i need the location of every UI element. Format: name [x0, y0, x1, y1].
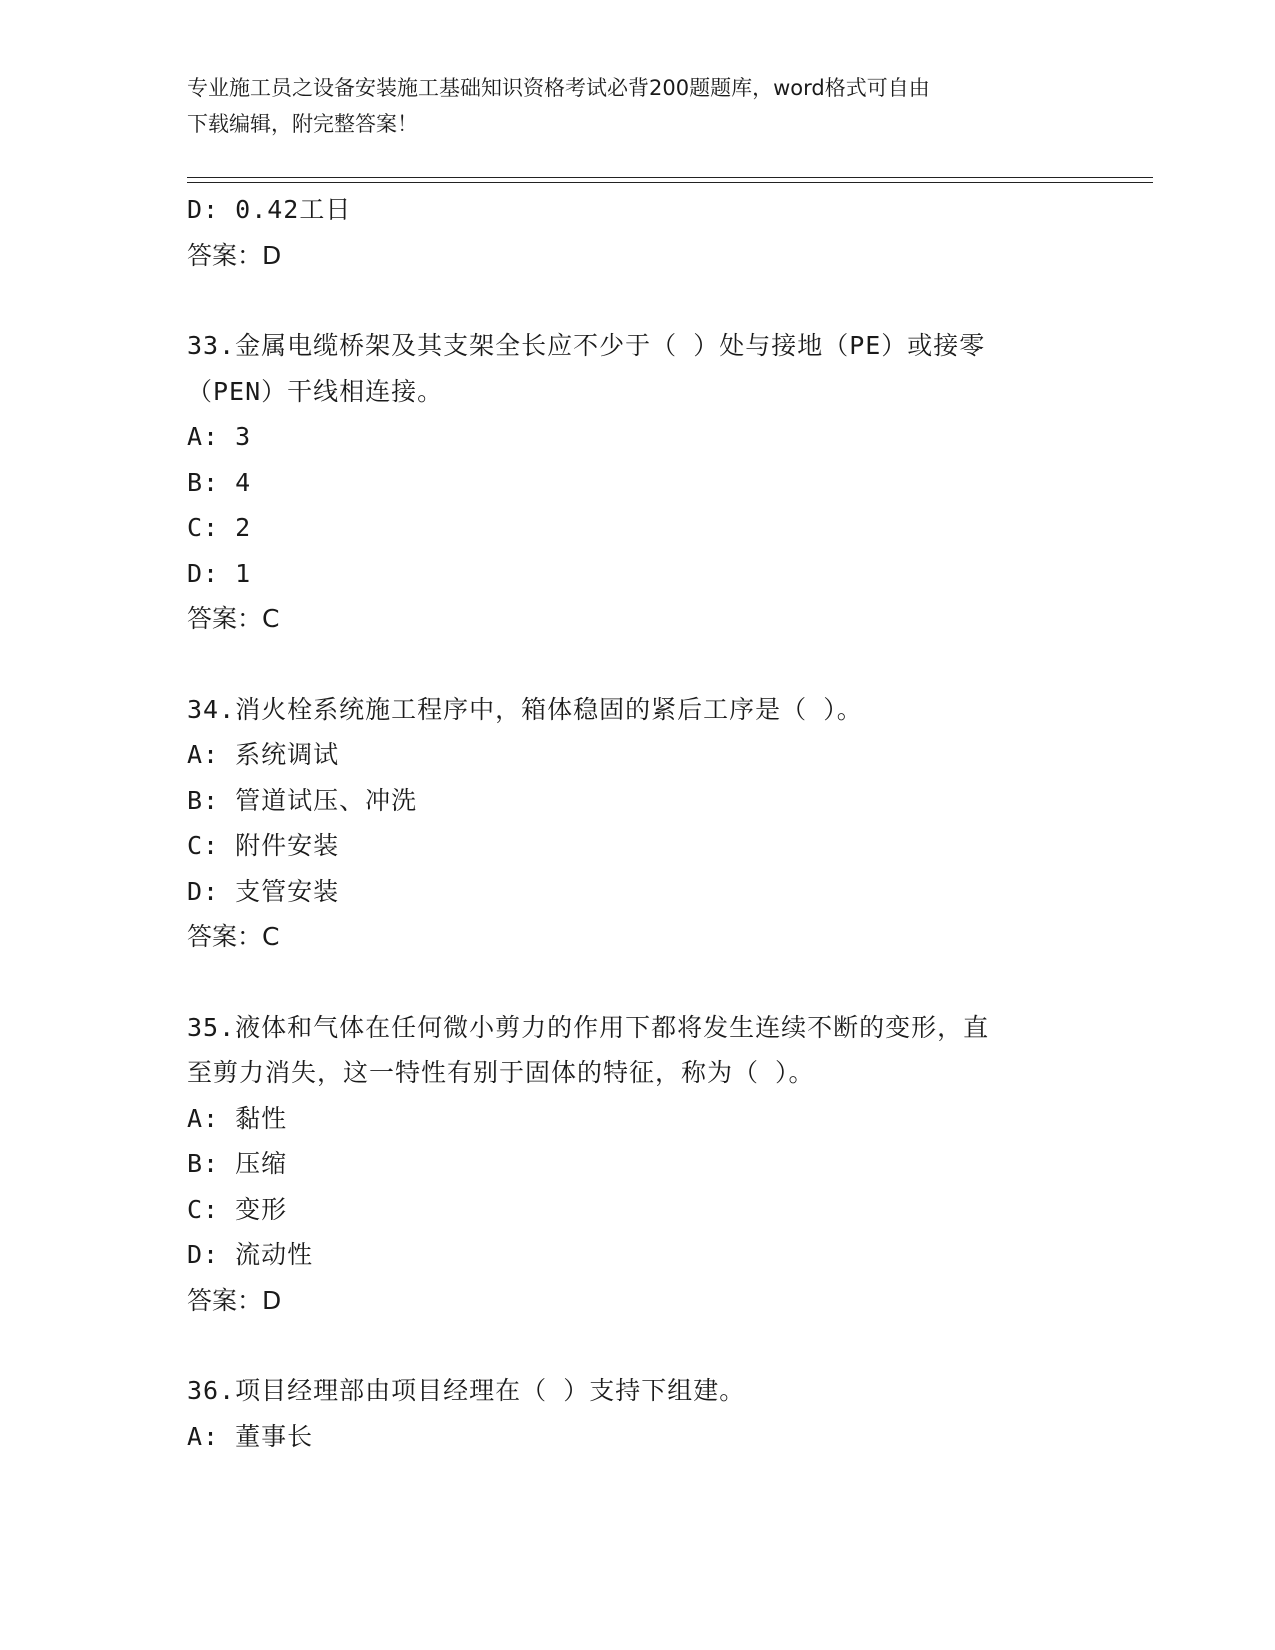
question-stem-continued: （PEN）干线相连接。	[187, 376, 444, 406]
document-header	[187, 70, 1067, 142]
option-d: D: 支管安装	[187, 876, 340, 906]
header-line-1: 专业施工员之设备安装施工基础知识资格考试必背200题题库，word格式可自由	[187, 76, 930, 100]
option-d: D: 0.42工日	[187, 195, 352, 224]
question-stem: 33.金属电缆桥架及其支架全长应不少于（ ）处与接地（PE）或接零	[187, 331, 986, 360]
question-stem: 34.消火栓系统施工程序中，箱体稳固的紧后工序是（ ）。	[187, 694, 863, 724]
option-b: B: 4	[187, 467, 252, 497]
option-a: A: 黏性	[187, 1103, 288, 1133]
question-35	[187, 1005, 1087, 1324]
option-c: C: 变形	[187, 1194, 288, 1224]
question-list	[187, 187, 1087, 1459]
question-stem-continued: 至剪力消失，这一特性有别于固体的特征，称为（ ）。	[187, 1058, 815, 1087]
answer: 答案：D	[187, 1285, 282, 1315]
question-36	[187, 1368, 1087, 1459]
header-divider-bottom	[187, 182, 1153, 183]
question-33	[187, 323, 1087, 642]
header-line-2: 下载编辑，附完整答案！	[187, 112, 418, 136]
option-a: A: 3	[187, 422, 252, 451]
question-stem: 35.液体和气体在任何微小剪力的作用下都将发生连续不断的变形，直	[187, 1012, 990, 1042]
answer: 答案：C	[187, 604, 280, 633]
option-b: B: 管道试压、冲洗	[187, 785, 418, 815]
option-a: A: 系统调试	[187, 740, 340, 769]
question-stem: 36.项目经理部由项目经理在（ ）支持下组建。	[187, 1376, 746, 1405]
previous-question-tail	[187, 187, 1087, 278]
answer: 答案：C	[187, 922, 280, 951]
option-a: A: 董事长	[187, 1421, 314, 1451]
option-d: D: 流动性	[187, 1240, 314, 1269]
header-divider-top	[187, 177, 1153, 178]
option-c: C: 附件安装	[187, 831, 340, 860]
option-d: D: 1	[187, 558, 252, 588]
option-c: C: 2	[187, 513, 252, 542]
question-34	[187, 687, 1087, 960]
answer: 答案：D	[187, 240, 282, 270]
option-b: B: 压缩	[187, 1149, 288, 1178]
